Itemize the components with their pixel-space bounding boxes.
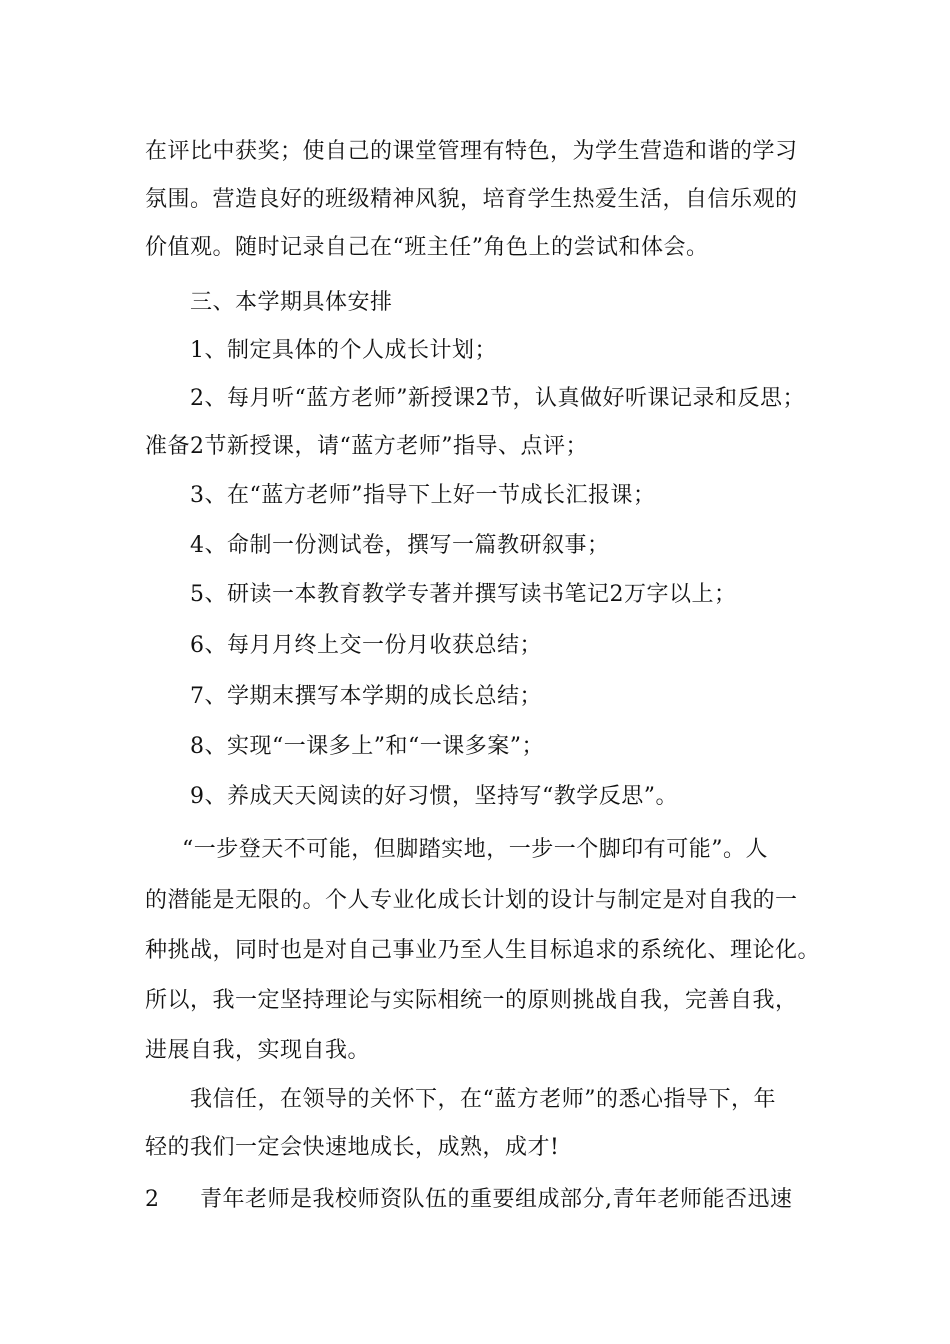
section-heading: 三、本学期具体安排	[190, 290, 393, 315]
list-item: 8、实现“一课多上”和“一课多案”；	[190, 734, 544, 759]
list-item: 4、命制一份测试卷，撰写一篇教研叙事；	[190, 533, 610, 558]
paragraph-line: 轻的我们一定会快速地成长，成熟，成才!	[145, 1135, 560, 1160]
paragraph-line: 种挑战，同时也是对自己事业乃至人生目标追求的系统化、理论化。	[145, 938, 821, 963]
paragraph-line: 的潜能是无限的。个人专业化成长计划的设计与制定是对自我的一	[145, 888, 798, 913]
paragraph-line: 进展自我，实现自我。	[145, 1038, 371, 1063]
paragraph-line: 在评比中获奖；使自己的课堂管理有特色，为学生营造和谐的学习	[145, 139, 798, 164]
list-item: 9、养成天天阅读的好习惯，坚持写“教学反思”。	[190, 784, 678, 809]
list-item: 7、学期末撰写本学期的成长总结；	[190, 684, 542, 709]
paragraph-line: 氛围。营造良好的班级精神风貌，培育学生热爱生活，自信乐观的	[145, 187, 798, 212]
paragraph-line: 青年老师是我校师资队伍的重要组成部分,青年老师能否迅速	[200, 1187, 793, 1212]
paragraph-line: 价值观。随时记录自己在“班主任”角色上的尝试和体会。	[145, 235, 709, 260]
list-item: 3、在“蓝方老师”指导下上好一节成长汇报课；	[190, 483, 656, 508]
list-item-continuation: 准备2节新授课，请“蓝方老师”指导、点评；	[145, 434, 588, 459]
list-item: 6、每月月终上交一份月收获总结；	[190, 633, 542, 658]
paragraph-line: 所以，我一定坚持理论与实际相统一的原则挑战自我，完善自我，	[145, 988, 798, 1013]
paragraph-line: 我信任，在领导的关怀下，在“蓝方老师”的悉心指导下，年	[190, 1087, 776, 1112]
section-number: 2	[145, 1187, 159, 1212]
list-item: 1、制定具体的个人成长计划；	[190, 338, 497, 363]
list-item: 2、每月听“蓝方老师”新授课2节，认真做好听课记录和反思；	[190, 386, 805, 411]
list-item: 5、研读一本教育教学专著并撰写读书笔记2万字以上；	[190, 582, 737, 607]
paragraph-line: “一步登天不可能，但脚踏实地，一步一个脚印有可能”。人	[182, 837, 768, 862]
